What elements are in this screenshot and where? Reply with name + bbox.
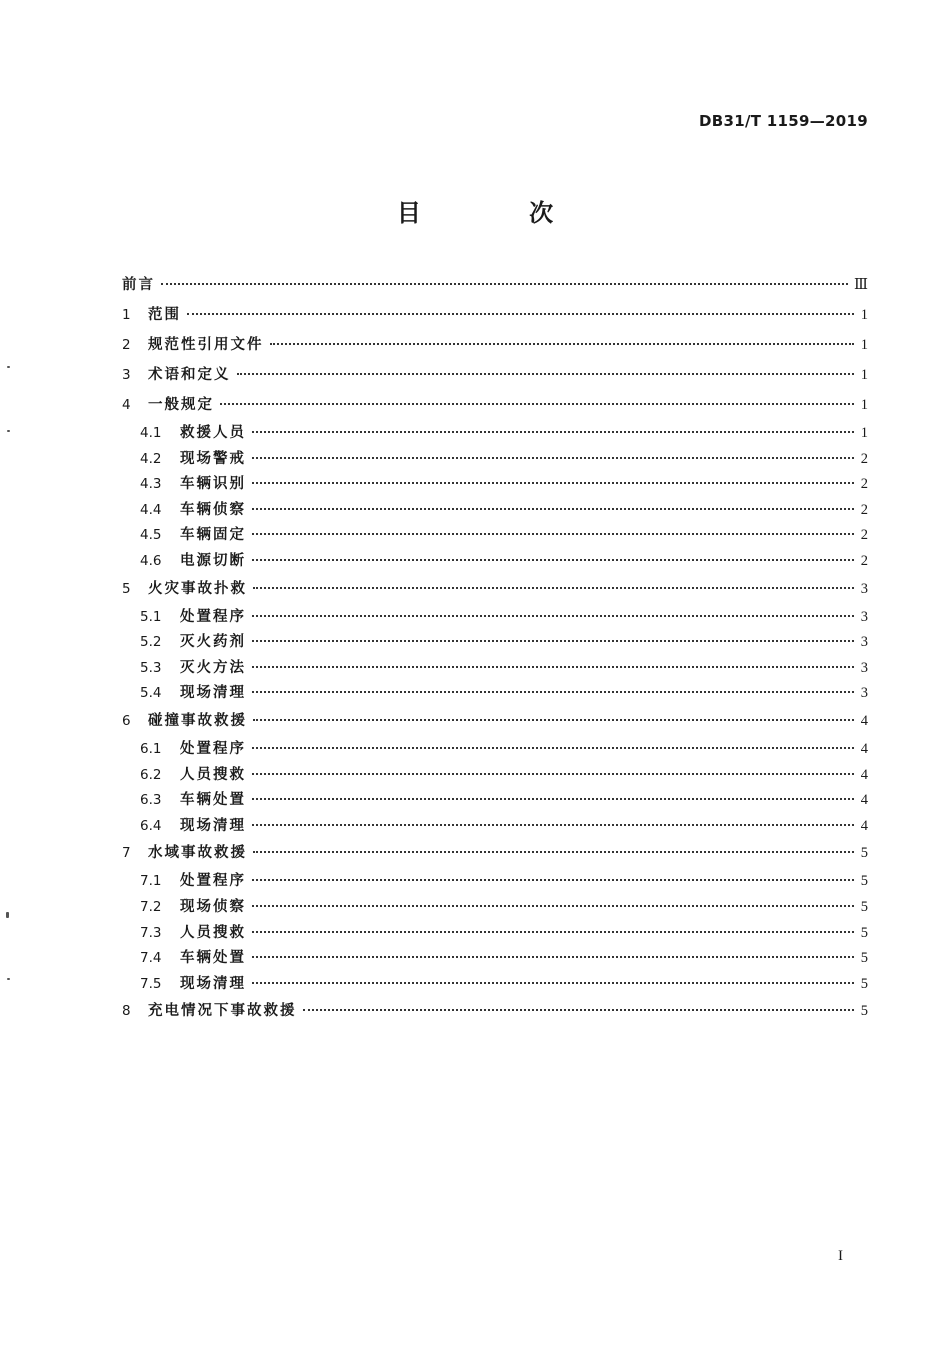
toc-entry-number: 6.1: [140, 740, 162, 757]
toc-entry-page: 2: [860, 476, 868, 493]
toc-leader-dots: [252, 956, 854, 958]
toc-entry[interactable]: [122, 629, 868, 655]
toc-entry-page: 3: [860, 634, 868, 651]
toc-entry[interactable]: [122, 390, 868, 420]
toc-entry-page: 3: [860, 659, 868, 676]
toc-entry-number: 5.4: [140, 685, 162, 702]
toc-entry-page: 5: [860, 950, 868, 967]
toc-entry-title: 灭火方法: [180, 658, 246, 676]
toc-leader-dots: [252, 931, 854, 933]
toc-entry[interactable]: [122, 706, 868, 736]
toc-entry[interactable]: [122, 420, 868, 446]
toc-leader-dots: [237, 373, 855, 375]
toc-leader-dots: [252, 691, 854, 693]
toc-entry-number: 6: [122, 712, 131, 729]
toc-leader-dots: [252, 482, 854, 484]
toc-entry[interactable]: [122, 604, 868, 630]
toc-leader-dots: [252, 640, 854, 642]
toc-entry-page: 1: [860, 367, 868, 383]
toc-entry-title: 处置程序: [180, 739, 246, 757]
toc-entry-page: 4: [860, 712, 868, 729]
toc-entry-page: Ⅲ: [854, 277, 868, 293]
toc-entry-number: 8: [122, 1003, 131, 1020]
toc-entry[interactable]: [122, 497, 868, 523]
toc-entry-page: 4: [860, 740, 868, 757]
toc-leader-dots: [252, 508, 854, 510]
toc-entry[interactable]: [122, 838, 868, 868]
toc-entry-number: 4: [122, 397, 131, 413]
toc-entry[interactable]: [122, 945, 868, 971]
toc-entry[interactable]: [122, 920, 868, 946]
toc-entry-title: 现场侦察: [180, 897, 246, 915]
toc-entry-title: 现场清理: [180, 974, 246, 992]
toc-entry-title: 规范性引用文件: [148, 336, 264, 353]
scan-mark: [7, 430, 10, 432]
toc-entry-page: 1: [860, 337, 868, 353]
toc-entry-title: 车辆识别: [180, 475, 246, 493]
toc-entry-page: 2: [860, 450, 868, 467]
toc-entry-title: 车辆固定: [180, 526, 246, 544]
toc-entry-title: 范围: [148, 306, 181, 323]
toc-entry-number: 6.4: [140, 817, 162, 834]
toc-entry-title: 车辆处置: [180, 791, 246, 809]
toc-entry[interactable]: [122, 996, 868, 1026]
toc-entry-number: 3: [122, 367, 131, 383]
toc-entry[interactable]: [122, 655, 868, 681]
toc-entry-number: 4.6: [140, 552, 162, 569]
toc-entry-number: 7.2: [140, 898, 162, 915]
page-title: 目 次: [396, 199, 604, 227]
toc-entry-page: 5: [860, 873, 868, 890]
toc-entry[interactable]: [122, 971, 868, 997]
toc-entry-number: 4.4: [140, 501, 162, 518]
toc-entry[interactable]: [122, 574, 868, 604]
toc-entry-page: 5: [860, 1003, 868, 1020]
toc-entry-page: 3: [860, 608, 868, 625]
toc-leader-dots: [252, 773, 854, 775]
toc-entry-title: 车辆侦察: [180, 500, 246, 518]
scan-mark: [6, 912, 9, 918]
document-code: DB31/T 1159—2019: [699, 112, 868, 130]
toc-entry[interactable]: [122, 787, 868, 813]
toc-leader-dots: [303, 1009, 855, 1011]
toc-entry-title: 碰撞事故救援: [148, 711, 247, 729]
toc-leader-dots: [187, 313, 854, 315]
toc-entry-title: 灭火药剂: [180, 633, 246, 651]
toc-entry-number: 7.1: [140, 873, 162, 890]
toc-entry-page: 1: [860, 397, 868, 413]
toc-leader-dots: [253, 587, 854, 589]
toc-leader-dots: [252, 559, 854, 561]
toc-entry-number: 5.1: [140, 608, 162, 625]
toc-entry-page: 4: [860, 817, 868, 834]
toc-entry-title: 充电情况下事故救援: [148, 1002, 297, 1020]
toc-leader-dots: [252, 666, 854, 668]
scan-mark: [7, 366, 10, 368]
toc-entry-number: 4.1: [140, 425, 162, 441]
toc-entry[interactable]: [122, 270, 868, 300]
toc-entry-number: 4.3: [140, 476, 162, 493]
toc-leader-dots: [252, 533, 854, 535]
toc-entry-number: 6.3: [140, 792, 162, 809]
toc-entry-number: 7.4: [140, 950, 162, 967]
toc-entry[interactable]: [122, 762, 868, 788]
toc-leader-dots: [270, 343, 855, 345]
toc-entry-page: 1: [860, 307, 868, 323]
toc-entry-page: 4: [860, 766, 868, 783]
toc-entry-page: 2: [860, 552, 868, 569]
toc-entry-title: 处置程序: [180, 872, 246, 890]
toc-leader-dots: [252, 798, 854, 800]
table-of-contents: [122, 270, 868, 1026]
toc-entry-title: 车辆处置: [180, 949, 246, 967]
toc-entry[interactable]: [122, 360, 868, 390]
toc-entry-title: 术语和定义: [148, 366, 231, 383]
toc-leader-dots: [252, 431, 854, 433]
toc-entry-title: 现场清理: [180, 816, 246, 834]
toc-leader-dots: [252, 457, 854, 459]
toc-entry-number: 5.3: [140, 659, 162, 676]
toc-leader-dots: [252, 824, 854, 826]
toc-entry-title: 处置程序: [180, 607, 246, 625]
toc-entry-number: 1: [122, 307, 131, 323]
toc-leader-dots: [252, 747, 854, 749]
toc-entry-page: 2: [860, 527, 868, 544]
toc-entry[interactable]: [122, 813, 868, 839]
toc-entry-page: 5: [860, 975, 868, 992]
toc-entry-number: 4.2: [140, 450, 162, 467]
toc-entry[interactable]: [122, 680, 868, 706]
toc-entry-title: 一般规定: [148, 396, 214, 413]
toc-entry[interactable]: [122, 894, 868, 920]
toc-entry-title: 水域事故救援: [148, 844, 247, 862]
toc-entry-number: 4.5: [140, 527, 162, 544]
toc-entry-number: 7: [122, 845, 131, 862]
toc-entry-page: 2: [860, 501, 868, 518]
toc-entry-page: 4: [860, 792, 868, 809]
toc-entry[interactable]: [122, 300, 868, 330]
toc-entry-title: 人员搜救: [180, 923, 246, 941]
toc-entry-title: 人员搜救: [180, 765, 246, 783]
toc-entry-number: 7.3: [140, 924, 162, 941]
toc-entry[interactable]: [122, 522, 868, 548]
toc-entry-page: 1: [860, 425, 868, 441]
toc-entry-title: 电源切断: [180, 551, 246, 569]
page-number: I: [838, 1248, 843, 1264]
toc-entry[interactable]: [122, 446, 868, 472]
toc-entry-number: 5.2: [140, 634, 162, 651]
toc-leader-dots: [252, 615, 854, 617]
toc-entry-page: 5: [860, 924, 868, 941]
toc-entry-title: 救援人员: [180, 424, 246, 441]
toc-entry-number: 7.5: [140, 975, 162, 992]
toc-entry[interactable]: [122, 736, 868, 762]
toc-entry[interactable]: [122, 471, 868, 497]
toc-entry[interactable]: [122, 868, 868, 894]
toc-entry-number: 5: [122, 580, 131, 597]
toc-leader-dots: [220, 403, 854, 405]
toc-leader-dots: [253, 719, 854, 721]
toc-entry[interactable]: [122, 548, 868, 574]
toc-leader-dots: [252, 905, 854, 907]
toc-entry-page: 5: [860, 845, 868, 862]
toc-entry-page: 5: [860, 898, 868, 915]
toc-entry-page: 3: [860, 685, 868, 702]
toc-leader-dots: [253, 851, 854, 853]
toc-entry-title: 现场警戒: [180, 449, 246, 467]
toc-leader-dots: [252, 879, 854, 881]
toc-entry-title: 前言: [122, 276, 155, 293]
scan-mark: [7, 978, 10, 980]
toc-entry[interactable]: [122, 330, 868, 360]
toc-leader-dots: [252, 982, 854, 984]
toc-leader-dots: [161, 283, 848, 285]
toc-entry-number: 6.2: [140, 766, 162, 783]
toc-entry-page: 3: [860, 580, 868, 597]
toc-entry-title: 火灾事故扑救: [148, 579, 247, 597]
toc-entry-number: 2: [122, 337, 131, 353]
toc-entry-title: 现场清理: [180, 684, 246, 702]
